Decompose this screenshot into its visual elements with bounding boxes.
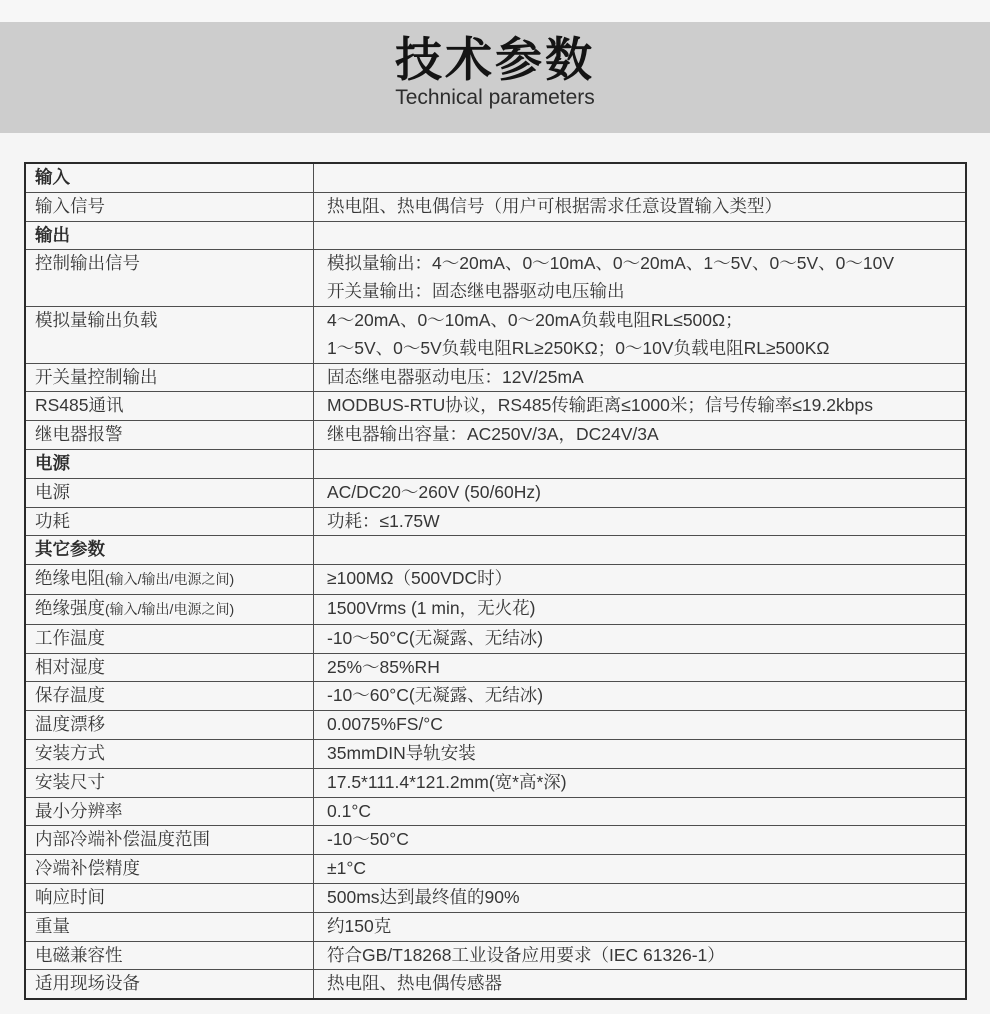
spec-label: 模拟量输出负载 [35,309,158,330]
spec-label: 安装尺寸 [35,771,105,792]
spec-value-cell [314,855,967,884]
table-row [25,797,966,826]
spec-value-line: 35mmDIN导轨安装 [327,742,476,763]
spec-label: 输入信号 [35,195,105,216]
spec-value-cell [314,970,967,999]
spec-label: 响应时间 [35,886,105,907]
table-row [25,565,966,595]
spec-value-line: 4～20mA、0～10mA、0～20mA负载电阻RL≤500Ω； [327,309,743,330]
table-row [25,392,966,421]
spec-label-cell [25,912,314,941]
spec-label-cell [25,711,314,740]
table-row [25,768,966,797]
table-row [25,421,966,450]
spec-value-line: 0.1°C [327,800,371,821]
table-row [25,739,966,768]
spec-value-line: 0.0075%FS/°C [327,714,443,735]
spec-value-cell [314,739,967,768]
spec-value-cell [314,565,967,595]
spec-value-cell [314,912,967,941]
spec-value-cell [314,941,967,970]
spec-value-cell [314,797,967,826]
spec-label-cell [25,392,314,421]
spec-value-cell [314,163,967,192]
spec-label: 输入 [35,167,70,187]
spec-label-cell [25,826,314,855]
spec-label-cell [25,536,314,565]
spec-label: 相对湿度 [35,656,105,677]
spec-table-body [25,163,966,999]
spec-label-cell [25,883,314,912]
spec-label: 保存温度 [35,685,105,706]
spec-label: 控制输出信号 [35,253,140,274]
table-row [25,624,966,653]
spec-label: 电源 [35,481,70,502]
spec-label: 安装方式 [35,742,105,763]
spec-value-cell [314,363,967,392]
spec-value-cell [314,221,967,250]
spec-value-line: 17.5*111.4*121.2mm(宽*高*深) [327,771,567,792]
table-row [25,594,966,624]
spec-label-cell [25,855,314,884]
spec-value-line: 热电阻、热电偶信号（用户可根据需求任意设置输入类型） [327,195,782,216]
spec-label-cell [25,221,314,250]
spec-value-cell [314,594,967,624]
top-margin-strip [0,0,990,22]
table-row [25,221,966,250]
spec-value-cell [314,478,967,507]
spec-label-small: (输入/输出/电源之间) [105,600,235,617]
spec-value-line-empty [327,450,961,478]
table-row [25,507,966,536]
spec-value-cell [314,449,967,478]
page-subtitle: Technical parameters [395,86,595,109]
spec-value-cell [314,392,967,421]
spec-label: RS485通讯 [35,395,124,416]
spec-value-line: 500ms达到最终值的90% [327,886,520,907]
spec-label: 输出 [35,224,70,245]
spec-value-line: -10～50°C [327,829,409,850]
spec-value-cell [314,306,967,363]
table-row [25,306,966,363]
spec-label: 电源 [35,452,70,473]
spec-label-cell [25,507,314,536]
spec-value-line: 热电阻、热电偶传感器 [327,973,502,994]
spec-value-line: 约150克 [327,915,392,936]
spec-value-line: 符合GB/T18268工业设备应用要求（IEC 61326-1） [327,944,725,965]
spec-table-container [24,162,967,1000]
spec-label-cell [25,449,314,478]
table-row [25,653,966,682]
spec-label: 内部冷端补偿温度范围 [35,829,210,850]
spec-value-line: 开关量输出：固态继电器驱动电压输出 [327,281,625,302]
spec-value-cell [314,192,967,221]
spec-value-line: -10～50°C(无凝露、无结冰) [327,627,544,648]
table-row [25,449,966,478]
table-row [25,478,966,507]
spec-value-line: ±1°C [327,858,366,879]
table-row [25,711,966,740]
table-row [25,970,966,999]
spec-label: 电磁兼容性 [35,944,123,965]
spec-value-cell [314,624,967,653]
spec-label: 功耗 [35,510,70,531]
spec-label: 绝缘电阻 [35,568,105,589]
spec-label: 重量 [35,915,70,936]
spec-value-line: 固态继电器驱动电压：12V/25mA [327,366,584,387]
table-row [25,163,966,192]
spec-value-cell [314,250,967,307]
spec-label: 冷端补偿精度 [35,858,140,879]
spec-label-cell [25,306,314,363]
spec-value-line: 1500Vrms (1 min，无火花) [327,597,536,618]
spec-value-cell [314,826,967,855]
table-row [25,826,966,855]
spec-value-line-empty [327,536,961,564]
table-row [25,363,966,392]
spec-label-cell [25,624,314,653]
spec-label: 其它参数 [35,539,105,560]
spec-value-line: 功耗：≤1.75W [327,510,440,531]
spec-value-cell [314,653,967,682]
spec-value-line: 25%～85%RH [327,656,440,677]
spec-value-cell [314,768,967,797]
spec-value-cell [314,536,967,565]
spec-value-line-empty [327,222,961,250]
spec-label-cell [25,739,314,768]
spec-value-cell [314,883,967,912]
spec-label-cell [25,478,314,507]
spec-label-cell [25,192,314,221]
spec-label-small: (输入/输出/电源之间) [105,571,235,588]
spec-label-cell [25,653,314,682]
spec-value-line: 模拟量输出：4～20mA、0～10mA、0～20mA、1～5V、0～5V、0～10V [327,253,894,274]
spec-label: 适用现场设备 [35,973,140,994]
table-row [25,855,966,884]
spec-label-cell [25,682,314,711]
table-row [25,912,966,941]
spec-table [24,162,967,1000]
header-band [0,22,990,133]
table-row [25,536,966,565]
spec-label-cell [25,421,314,450]
table-row [25,250,966,307]
spec-label-cell [25,797,314,826]
spec-label-cell [25,941,314,970]
spec-label: 绝缘强度 [35,597,105,618]
page-title: 技术参数 [395,33,595,86]
spec-value-cell [314,711,967,740]
spec-label-cell [25,363,314,392]
spec-value-line: -10～60°C(无凝露、无结冰) [327,685,544,706]
spec-label-cell [25,163,314,192]
spec-value-line: 1～5V、0～5V负载电阻RL≥250KΩ；0～10V负载电阻RL≥500KΩ [327,337,830,358]
spec-label: 开关量控制输出 [35,366,158,387]
spec-value-cell [314,682,967,711]
spec-label-cell [25,565,314,595]
table-row [25,682,966,711]
spec-label-cell [25,594,314,624]
spec-label-cell [25,970,314,999]
spec-label-cell [25,250,314,307]
spec-label-cell [25,768,314,797]
spec-value-line-empty [327,164,961,192]
spec-label: 温度漂移 [35,714,105,735]
spec-value-cell [314,421,967,450]
spec-value-cell [314,507,967,536]
table-row [25,883,966,912]
spec-value-line: MODBUS-RTU协议，RS485传输距离≤1000米；信号传输率≤19.2kbps [327,395,873,416]
spec-label: 工作温度 [35,627,105,648]
spec-value-line: ≥100MΩ（500VDC时） [327,568,513,589]
spec-value-line: AC/DC20～260V (50/60Hz) [327,481,541,502]
table-row [25,941,966,970]
spec-value-line: 继电器输出容量：AC250V/3A，DC24V/3A [327,424,659,445]
table-row [25,192,966,221]
spec-label: 继电器报警 [35,424,123,445]
spec-label: 最小分辨率 [35,800,123,821]
